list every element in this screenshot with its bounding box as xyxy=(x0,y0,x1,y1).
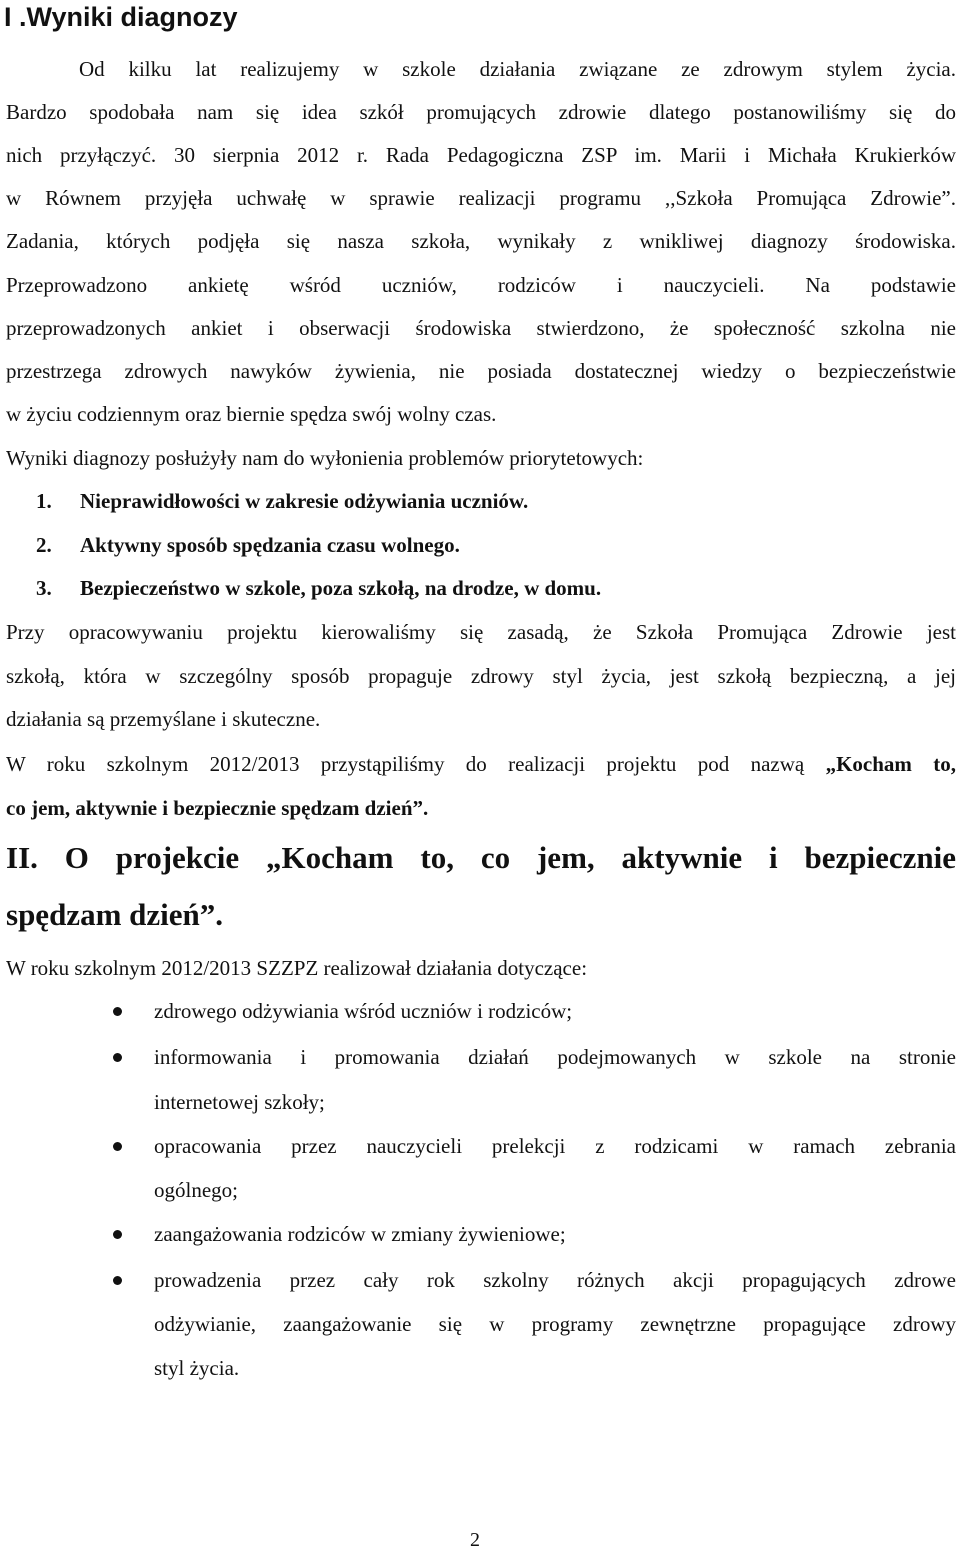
paragraph-line: Bardzo spodobała nam się idea szkół promujących zdrowie dlatego postanowiliśmy się do xyxy=(6,100,956,124)
list-item: informowania i promowania działań podejmowanych w szkole na stronie xyxy=(154,1045,956,1069)
list-number: 1. xyxy=(36,489,52,513)
paragraph-line: Od kilku lat realizujemy w szkole działania związane ze zdrowym stylem życia. xyxy=(79,57,956,81)
list-number: 2. xyxy=(36,533,52,557)
paragraph-line: w Równem przyjęła uchwałę w sprawie realizacji programu ,,Szkoła Promująca Zdrowie”. xyxy=(6,186,956,210)
list-number: 3. xyxy=(36,576,52,600)
paragraph-line: przeprowadzonych ankiet i obserwacji środowiska stwierdzono, że społeczność szkolna nie xyxy=(6,316,956,340)
priority-problem-item xyxy=(36,487,936,515)
priority-problem-item xyxy=(36,574,936,602)
page-number: 2 xyxy=(470,1529,480,1551)
paragraph-line: szkołą, która w szczególny sposób propaguje zdrowy styl życia, jest szkołą bezpieczną, a jej xyxy=(6,664,956,688)
bullet-icon xyxy=(113,1142,122,1151)
list-item: ogólnego; xyxy=(154,1178,238,1202)
bullet-icon xyxy=(113,1230,122,1239)
paragraph-line: Zadania, których podjęła się nasza szkoła, wynikały z wnikliwej diagnozy środowiska. xyxy=(6,229,956,253)
bullet-icon xyxy=(113,1053,122,1062)
list-text: Aktywny sposób spędzania czasu wolnego. xyxy=(80,533,460,557)
project-name-bold: „Kocham to, xyxy=(825,752,956,776)
list-item: styl życia. xyxy=(154,1356,240,1380)
paragraph-line: Przeprowadzono ankietę wśród uczniów, rodziców i nauczycieli. Na podstawie xyxy=(6,273,956,297)
project-name-bold: co jem, aktywnie i bezpiecznie spędzam dzień”. xyxy=(6,796,429,820)
list-item: internetowej szkoły; xyxy=(154,1090,325,1114)
list-item: zaangażowania rodziców w zmiany żywieniowe; xyxy=(154,1222,566,1246)
list-item: prowadzenia przez cały rok szkolny różnych akcji propagujących zdrowe xyxy=(154,1268,956,1292)
bullet-icon xyxy=(113,1007,122,1016)
paragraph-line: nich przyłączyć. 30 sierpnia 2012 r. Rada Pedagogiczna ZSP im. Marii i Michała Krukierków xyxy=(6,143,956,167)
list-item: odżywianie, zaangażowanie się w programy zewnętrzne propagujące zdrowy xyxy=(154,1312,956,1336)
bullet-icon xyxy=(113,1276,122,1285)
paragraph-line: Przy opracowywaniu projektu kierowaliśmy się zasadą, że Szkoła Promująca Zdrowie jest xyxy=(6,620,956,644)
paragraph-line: Wyniki diagnozy posłużyły nam do wyłonienia problemów priorytetowych: xyxy=(6,446,644,470)
list-item: zdrowego odżywiania wśród uczniów i rodziców; xyxy=(154,999,573,1023)
paragraph-line: w życiu codziennym oraz biernie spędza swój wolny czas. xyxy=(6,402,497,426)
section-2-heading: II. O projekcie „Kocham to, co jem, aktywnie i bezpiecznie xyxy=(6,840,956,875)
paragraph-line: działania są przemyślane i skuteczne. xyxy=(6,707,321,731)
section-1-heading: I .Wyniki diagnozy xyxy=(4,2,238,32)
paragraph-line xyxy=(6,750,956,778)
paragraph-line: W roku szkolnym 2012/2013 SZZPZ realizował działania dotyczące: xyxy=(6,956,588,980)
section-2-heading: spędzam dzień”. xyxy=(6,897,223,932)
text-normal: W roku szkolnym 2012/2013 przystąpiliśmy do realizacji projektu pod nazwą xyxy=(6,752,826,776)
list-item: opracowania przez nauczycieli prelekcji z rodzicami w ramach zebrania xyxy=(154,1134,956,1158)
priority-problem-item xyxy=(36,531,936,559)
paragraph-line: przestrzega zdrowych nawyków żywienia, nie posiada dostatecznej wiedzy o bezpieczeństwie xyxy=(6,359,956,383)
list-text: Bezpieczeństwo w szkole, poza szkołą, na drodze, w domu. xyxy=(80,576,602,600)
list-text: Nieprawidłowości w zakresie odżywiania uczniów. xyxy=(80,489,529,513)
